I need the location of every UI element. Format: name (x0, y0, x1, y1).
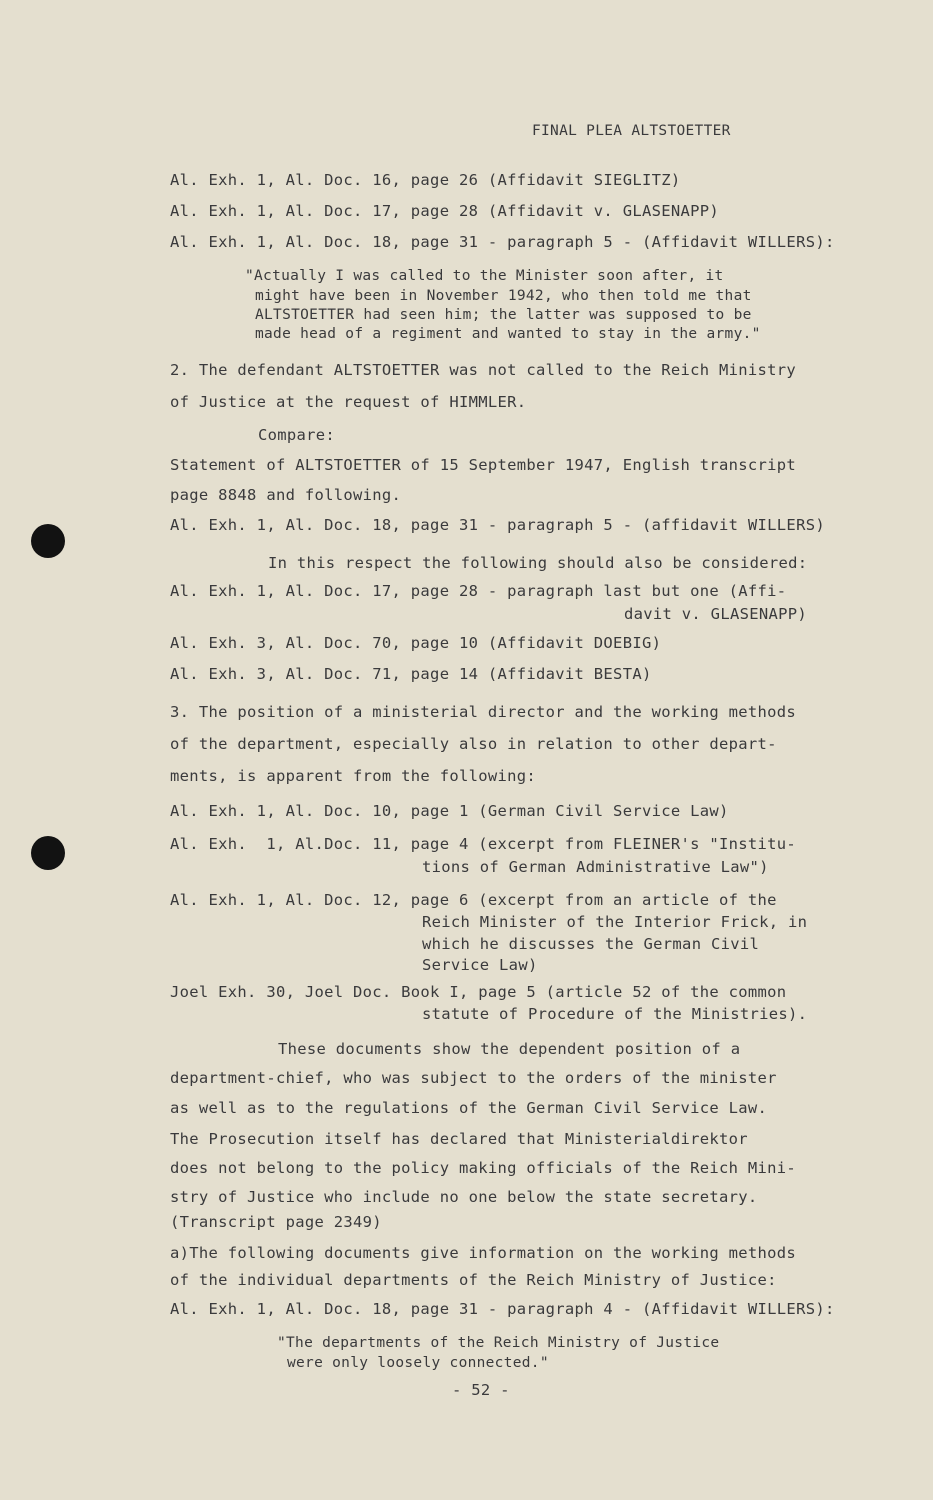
body-line: 2. The defendant ALTSTOETTER was not called to the Reich Ministry (170, 361, 797, 379)
reference-line: Al. Exh. 1, Al. Doc. 17, page 28 (Affidavit v. GLASENAPP) (170, 202, 720, 220)
body-line: The Prosecution itself has declared that Ministerialdirektor (170, 1130, 748, 1148)
reference-line: statute of Procedure of the Ministries). (422, 1005, 808, 1023)
body-line: page 8848 and following. (170, 486, 402, 504)
quote-line: made head of a regiment and wanted to stay in the army." (255, 326, 761, 342)
reference-line: Al. Exh. 1, Al. Doc. 18, page 31 - paragraph 5 - (Affidavit WILLERS): (170, 233, 835, 251)
body-line: (Transcript page 2349) (170, 1213, 382, 1231)
body-line: of the individual departments of the Reich Ministry of Justice: (170, 1271, 777, 1289)
reference-line: Al. Exh. 1, Al.Doc. 11, page 4 (excerpt from FLEINER's "Institu- (170, 835, 797, 853)
body-line: department-chief, who was subject to the orders of the minister (170, 1069, 777, 1087)
body-line: as well as to the regulations of the German Civil Service Law. (170, 1099, 768, 1117)
quote-line: "The departments of the Reich Ministry of Justice (277, 1335, 720, 1351)
reference-line: Al. Exh. 1, Al. Doc. 10, page 1 (German Civil Service Law) (170, 802, 729, 820)
quote-line: "Actually I was called to the Minister soon after, it (245, 268, 724, 284)
reference-line: Al. Exh. 1, Al. Doc. 16, page 26 (Affidavit SIEGLITZ) (170, 171, 681, 189)
reference-line: Reich Minister of the Interior Frick, in (422, 913, 808, 931)
body-line: Compare: (258, 426, 336, 444)
body-line: does not belong to the policy making officials of the Reich Mini- (170, 1159, 797, 1177)
body-line: Statement of ALTSTOETTER of 15 September 1947, English transcript (170, 456, 797, 474)
page-number: - 52 - (452, 1381, 510, 1399)
reference-line: tions of German Administrative Law") (422, 858, 769, 876)
body-line: stry of Justice who include no one below the state secretary. (170, 1188, 758, 1206)
quote-line: might have been in November 1942, who then told me that (255, 288, 752, 304)
body-line: These documents show the dependent position of a (278, 1040, 741, 1058)
reference-line: Al. Exh. 1, Al. Doc. 18, page 31 - paragraph 5 - (affidavit WILLERS) (170, 516, 825, 534)
quote-line: ALTSTOETTER had seen him; the latter was supposed to be (255, 307, 752, 323)
body-line: a)The following documents give information on the working methods (170, 1244, 797, 1262)
reference-line: Al. Exh. 1, Al. Doc. 18, page 31 - paragraph 4 - (Affidavit WILLERS): (170, 1300, 835, 1318)
body-line: In this respect the following should also be considered: (268, 554, 808, 572)
reference-line: davit v. GLASENAPP) (624, 605, 808, 623)
binder-hole (31, 836, 65, 870)
body-line: of Justice at the request of HIMMLER. (170, 393, 527, 411)
reference-line: Al. Exh. 3, Al. Doc. 71, page 14 (Affidavit BESTA) (170, 665, 652, 683)
reference-line: Service Law) (422, 956, 538, 974)
binder-hole (31, 524, 65, 558)
body-line: 3. The position of a ministerial director and the working methods (170, 703, 797, 721)
body-line: of the department, especially also in relation to other depart- (170, 735, 777, 753)
reference-line: which he discusses the German Civil (422, 935, 760, 953)
running-header: FINAL PLEA ALTSTOETTER (532, 123, 731, 139)
body-line: ments, is apparent from the following: (170, 767, 537, 785)
reference-line: Al. Exh. 1, Al. Doc. 17, page 28 - paragraph last but one (Affi- (170, 582, 787, 600)
reference-line: Al. Exh. 3, Al. Doc. 70, page 10 (Affidavit DOEBIG) (170, 634, 662, 652)
reference-line: Al. Exh. 1, Al. Doc. 12, page 6 (excerpt from an article of the (170, 891, 777, 909)
reference-line: Joel Exh. 30, Joel Doc. Book I, page 5 (article 52 of the common (170, 983, 787, 1001)
quote-line: were only loosely connected." (287, 1355, 549, 1371)
